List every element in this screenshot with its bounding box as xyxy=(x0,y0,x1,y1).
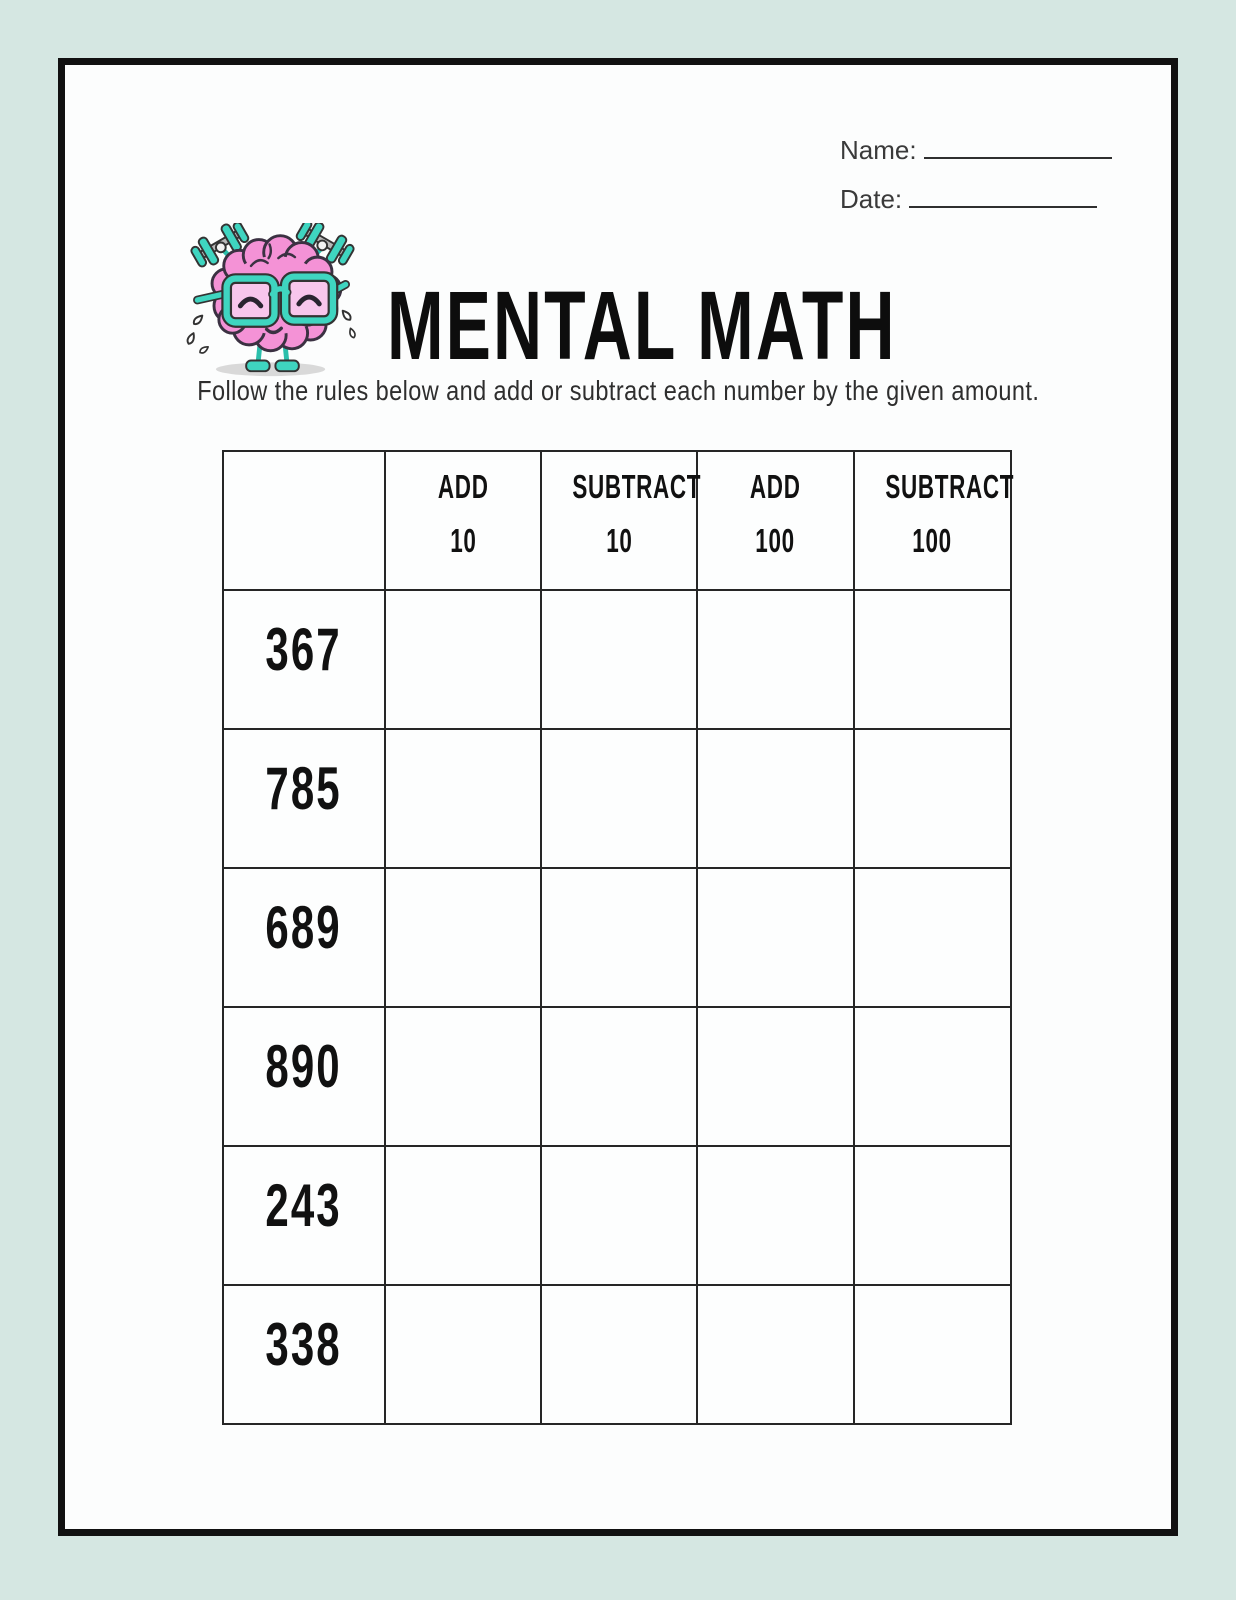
column-header-subtract-100: SUBTRACT 100 xyxy=(854,451,1011,590)
answer-cell[interactable] xyxy=(854,729,1011,868)
name-date-block xyxy=(840,135,1112,233)
name-row xyxy=(840,135,1112,166)
answer-cell[interactable] xyxy=(541,868,697,1007)
answer-cell[interactable] xyxy=(541,729,697,868)
row-value-cell: 367 xyxy=(223,590,385,729)
answer-cell[interactable] xyxy=(854,868,1011,1007)
answer-cell[interactable] xyxy=(697,1007,854,1146)
mental-math-table xyxy=(222,450,1015,1425)
answer-cell[interactable] xyxy=(541,590,697,729)
row-value-cell: 785 xyxy=(223,729,385,868)
answer-cell[interactable] xyxy=(854,1285,1011,1424)
answer-cell[interactable] xyxy=(385,868,541,1007)
table-row xyxy=(223,1146,1011,1285)
mascot-fist-left xyxy=(216,243,226,253)
row-value-cell: 338 xyxy=(223,1285,385,1424)
answer-cell[interactable] xyxy=(854,1007,1011,1146)
answer-cell[interactable] xyxy=(697,590,854,729)
answer-cell[interactable] xyxy=(541,1285,697,1424)
mascot-fist-right xyxy=(317,241,327,251)
worksheet-page xyxy=(58,58,1178,1536)
name-input-line[interactable] xyxy=(924,135,1112,159)
answer-cell[interactable] xyxy=(697,729,854,868)
brain-mascot-icon xyxy=(165,223,380,379)
header-row xyxy=(223,451,1011,590)
answer-cell[interactable] xyxy=(697,1146,854,1285)
answer-cell[interactable] xyxy=(697,868,854,1007)
date-input-line[interactable] xyxy=(909,184,1097,208)
answer-cell[interactable] xyxy=(385,1146,541,1285)
date-label: Date: xyxy=(840,184,903,214)
row-value-cell: 890 xyxy=(223,1007,385,1146)
answer-cell[interactable] xyxy=(697,1285,854,1424)
answer-cell[interactable] xyxy=(541,1146,697,1285)
table-row xyxy=(223,1285,1011,1424)
row-value-cell: 243 xyxy=(223,1146,385,1285)
answer-cell[interactable] xyxy=(541,1007,697,1146)
instructions-text: Follow the rules below and add or subtract each number by the given amount. xyxy=(196,375,1040,406)
column-header-add-10: ADD 10 xyxy=(385,451,541,590)
column-header-subtract-10: SUBTRACT 10 xyxy=(541,451,697,590)
date-row xyxy=(840,184,1112,215)
answer-cell[interactable] xyxy=(385,1285,541,1424)
row-value-cell: 689 xyxy=(223,868,385,1007)
table-row xyxy=(223,729,1011,868)
answer-cell[interactable] xyxy=(385,729,541,868)
answer-cell[interactable] xyxy=(385,1007,541,1146)
answer-cell[interactable] xyxy=(385,590,541,729)
column-header-add-100: ADD 100 xyxy=(697,451,854,590)
table-row xyxy=(223,868,1011,1007)
corner-cell xyxy=(223,451,385,590)
page-title: MENTAL MATH xyxy=(387,271,897,380)
table-row xyxy=(223,590,1011,729)
answer-cell[interactable] xyxy=(854,590,1011,729)
table-row xyxy=(223,1007,1011,1146)
name-label: Name: xyxy=(840,135,917,165)
answer-cell[interactable] xyxy=(854,1146,1011,1285)
